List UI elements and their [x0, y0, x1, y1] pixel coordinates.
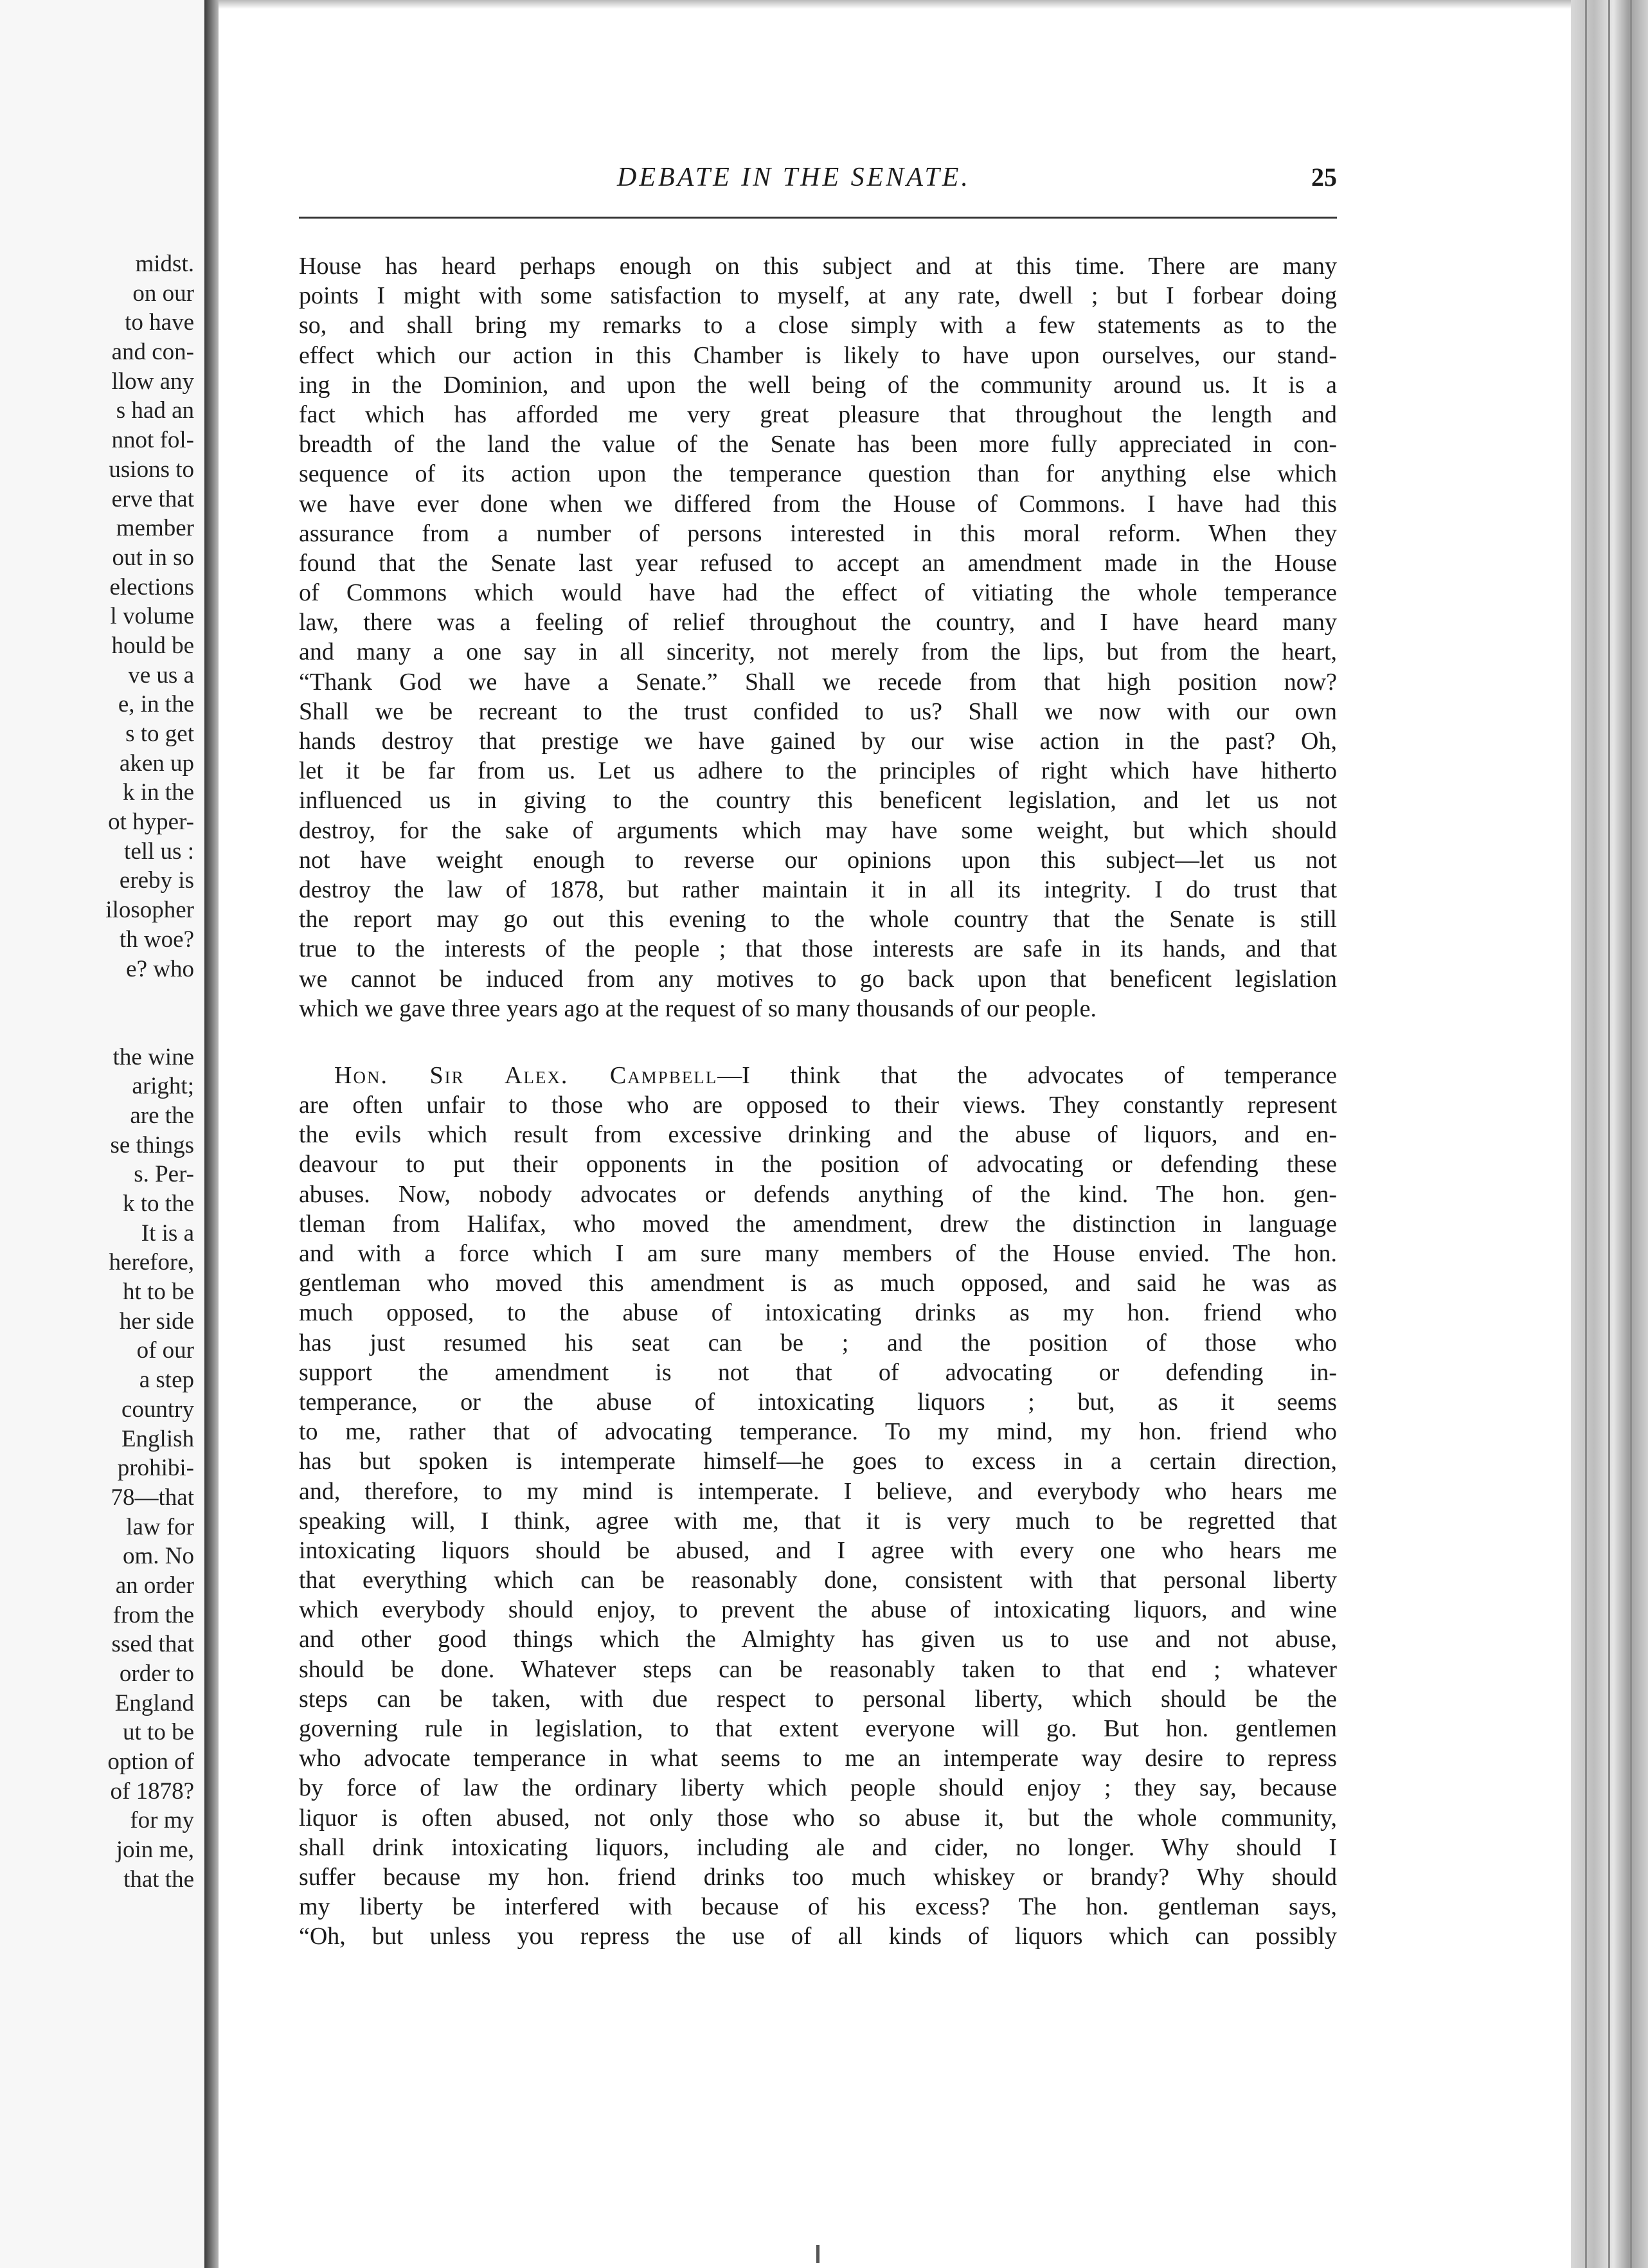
paragraph-2	[299, 1061, 1337, 1952]
facing-page-line: e, in the	[118, 691, 194, 718]
facing-page-line: llow any	[111, 368, 194, 395]
facing-page-line: a step	[139, 1367, 194, 1394]
facing-page-line: on our	[132, 280, 194, 307]
facing-page-line: from the	[112, 1601, 194, 1628]
text-line: governing rule in legislation, to that extent everyone will go. But hon. gentlemen	[299, 1715, 1337, 1742]
text-line: fact which has afforded me very great pleasure that throughout the length and	[299, 401, 1337, 428]
facing-page-line: an order	[115, 1572, 194, 1599]
facing-page-line: ereby is	[119, 867, 194, 894]
text-line: sequence of its action upon the temperance question than for anything else which	[299, 460, 1337, 488]
facing-page-line: and con-	[111, 339, 194, 366]
text-line: “Oh, but unless you repress the use of all kinds of liquors which can possibly	[299, 1923, 1337, 1950]
text-line: has but spoken is intemperate himself—he goes to excess in a certain direction,	[299, 1448, 1337, 1475]
facing-page-line: order to	[119, 1661, 194, 1687]
facing-page-line: ilosopher	[105, 897, 194, 924]
text-line: by force of law the ordinary liberty which people should enjoy ; they say, because	[299, 1774, 1337, 1802]
facing-page-line: herefore,	[109, 1249, 194, 1276]
facing-page-line: ut to be	[123, 1719, 194, 1746]
facing-page-line: aright;	[132, 1073, 194, 1100]
text-line: shall drink intoxicating liquors, including ale and cider, no longer. Why should I	[299, 1833, 1337, 1861]
page-number: 25	[1311, 163, 1337, 192]
facing-page-line: tell us :	[124, 838, 194, 865]
book-gutter	[204, 0, 219, 2268]
text-line: and many a one say in all sincerity, not merely from the lips, but from the heart,	[299, 638, 1337, 666]
text-line: and with a force which I am sure many members of the House envied. The hon.	[299, 1240, 1337, 1267]
facing-page	[0, 0, 204, 2268]
facing-page-line: to have	[125, 309, 194, 336]
text-line: and other good things which the Almighty has given us to use and not abuse,	[299, 1626, 1337, 1653]
text-line: assurance from a number of persons interested in this moral reform. When they	[299, 519, 1337, 547]
text-line: suffer because my hon. friend drinks too much whiskey or brandy? Why should	[299, 1863, 1337, 1891]
text-line: influenced us in giving to the country this beneficent legislation, and let us not	[299, 787, 1337, 815]
facing-page-line: her side	[119, 1308, 194, 1335]
text-line: who advocate temperance in what seems to me an intemperate way desire to repress	[299, 1745, 1337, 1772]
text-line: liquor is often abused, not only those who so abuse it, but the whole community,	[299, 1804, 1337, 1832]
text-line: destroy the law of 1878, but rather maintain it in all its integrity. I do trust that	[299, 876, 1337, 903]
text-line: true to the interests of the people ; that those interests are safe in its hands, and that	[299, 935, 1337, 963]
facing-page-line: midst.	[135, 251, 194, 277]
speaker-line	[299, 1061, 1337, 1090]
text-line: effect which our action in this Chamber is likely to have upon ourselves, our stand-	[299, 341, 1337, 369]
text-line: which everybody should enjoy, to prevent the abuse of intoxicating liquors, and wine	[299, 1596, 1337, 1624]
facing-page-line: 78—that	[111, 1484, 194, 1511]
text-line: Shall we be recreant to the trust confided to us? Shall we now with our own	[299, 698, 1337, 725]
facing-page-line: for my	[130, 1807, 194, 1834]
text-line: found that the Senate last year refused to accept an amendment made in the House	[299, 549, 1337, 577]
text-line: speaking will, I think, agree with me, that it is very much to be regretted that	[299, 1507, 1337, 1534]
text-line: support the amendment is not that of advocating or defending in-	[299, 1358, 1337, 1386]
facing-page-line: law for	[126, 1513, 194, 1540]
facing-page-line: ssed that	[111, 1631, 194, 1658]
facing-page-line: country	[121, 1396, 194, 1423]
text-line: intoxicating liquors should be abused, and I agree with every one who hears me	[299, 1536, 1337, 1564]
text-line: abuses. Now, nobody advocates or defends anything of the kind. The hon. gen-	[299, 1180, 1337, 1208]
text-line: to me, rather that of advocating temperance. To my mind, my hon. friend who	[299, 1418, 1337, 1446]
text-line: ing in the Dominion, and upon the well being of the community around us. It is a	[299, 371, 1337, 399]
facing-page-line: k to the	[123, 1191, 194, 1217]
text-line: law, there was a feeling of relief throughout the country, and I have heard many	[299, 609, 1337, 636]
facing-page-line	[105, 1013, 194, 1043]
speaker-name: Hon. Sir Alex. Campbell	[334, 1061, 718, 1089]
facing-page-line: ot hyper-	[108, 809, 194, 836]
facing-page-text	[105, 249, 194, 1895]
body-text	[299, 251, 1337, 1952]
facing-page-line: of our	[136, 1337, 194, 1364]
facing-page-line: England	[114, 1689, 194, 1716]
facing-page-line	[105, 984, 194, 1013]
text-line: much opposed, to the abuse of intoxicating drinks as my hon. friend who	[299, 1299, 1337, 1327]
facing-page-line: nnot fol-	[111, 427, 194, 454]
facing-page-line: out in so	[112, 544, 194, 571]
text-line: not have weight enough to reverse our opinions upon this subject—let us not	[299, 846, 1337, 874]
running-head: DEBATE IN THE SENATE.	[617, 163, 971, 192]
text-line: temperance, or the abuse of intoxicating liquors ; but, as it seems	[299, 1388, 1337, 1416]
speaker-line-text: —I think that the advocates of temperance	[717, 1061, 1337, 1089]
text-line: we have ever done when we differed from the House of Commons. I have had this	[299, 490, 1337, 518]
text-line: the evils which result from excessive drinking and the abuse of liquors, and en-	[299, 1121, 1337, 1149]
scan-mark	[816, 2245, 820, 2263]
facing-page-line: s. Per-	[134, 1161, 194, 1188]
facing-page-line: aken up	[119, 750, 194, 777]
facing-page-line: erve that	[111, 485, 194, 512]
facing-page-line: are the	[130, 1102, 194, 1129]
header-rule	[299, 217, 1337, 219]
text-line: House has heard perhaps enough on this subject and at this time. There are many	[299, 253, 1337, 280]
text-line: which we gave three years ago at the request of so many thousands of our people.	[299, 995, 1097, 1022]
text-line: let it be far from us. Let us adhere to the principles of right which have hitherto	[299, 757, 1337, 785]
facing-page-line: om. No	[123, 1543, 194, 1570]
text-line: that everything which can be reasonably done, consistent with that personal liberty	[299, 1567, 1337, 1594]
text-line: tleman from Halifax, who moved the amendment, drew the distinction in language	[299, 1210, 1337, 1238]
paragraph-1	[299, 251, 1337, 1023]
page-header	[299, 162, 1337, 194]
facing-page-line: hould be	[111, 632, 194, 659]
text-line: points I might with some satisfaction to myself, at any rate, dwell ; but I forbear doing	[299, 282, 1337, 310]
facing-page-line: join me,	[116, 1837, 194, 1864]
facing-page-line: k in the	[123, 779, 194, 806]
text-line: deavour to put their opponents in the position of advocating or defending these	[299, 1151, 1337, 1178]
facing-page-line: that the	[123, 1866, 194, 1893]
text-line: “Thank God we have a Senate.” Shall we recede from that high position now?	[299, 668, 1337, 696]
facing-page-line: option of	[107, 1749, 194, 1776]
text-line: we cannot be induced from any motives to go back upon that beneficent legislation	[299, 965, 1337, 993]
text-line: has just resumed his seat can be ; and the position of those who	[299, 1329, 1337, 1356]
text-line: so, and shall bring my remarks to a close simply with a few statements as to the	[299, 312, 1337, 339]
text-line: of Commons which would have had the effect of vitiating the whole temperance	[299, 579, 1337, 607]
facing-page-line: member	[116, 515, 194, 542]
facing-page-line: l volume	[110, 603, 194, 630]
facing-page-line: usions to	[109, 456, 194, 483]
text-line: my liberty be interfered with because of his excess? The hon. gentleman says,	[299, 1893, 1337, 1921]
text-line: hands destroy that prestige we have gained by our wise action in the past? Oh,	[299, 728, 1337, 755]
facing-page-line: th woe?	[119, 926, 194, 953]
text-line: and, therefore, to my mind is intemperate. I believe, and everybody who hears me	[299, 1477, 1337, 1505]
facing-page-line: s had an	[116, 397, 194, 424]
page-edge	[1571, 0, 1648, 2268]
facing-page-line: se things	[110, 1131, 194, 1158]
facing-page-line: ve us a	[128, 662, 194, 688]
facing-page-line: ht to be	[123, 1279, 194, 1306]
text-line: destroy, for the sake of arguments which may have some weight, but which should	[299, 816, 1337, 844]
facing-page-line: s to get	[125, 721, 194, 747]
facing-page-line: elections	[109, 573, 194, 600]
text-line: the report may go out this evening to the whole country that the Senate is still	[299, 906, 1337, 933]
facing-page-line: of 1878?	[110, 1778, 194, 1805]
facing-page-line: the wine	[112, 1043, 194, 1070]
page-top-shadow	[219, 0, 1571, 9]
facing-page-line: e? who	[126, 955, 194, 982]
text-line: breadth of the land the value of the Senate has been more fully appreciated in con-	[299, 431, 1337, 458]
facing-page-line: English	[121, 1425, 194, 1452]
text-line: should be done. Whatever steps can be reasonably taken to that end ; whatever	[299, 1655, 1337, 1683]
text-line: are often unfair to those who are opposed to their views. They constantly represent	[299, 1092, 1337, 1119]
text-line: gentleman who moved this amendment is as much opposed, and said he was as	[299, 1270, 1337, 1297]
facing-page-line: It is a	[141, 1220, 194, 1246]
facing-page-line: prohibi-	[117, 1455, 194, 1482]
text-line: steps can be taken, with due respect to personal liberty, which should be the	[299, 1685, 1337, 1713]
